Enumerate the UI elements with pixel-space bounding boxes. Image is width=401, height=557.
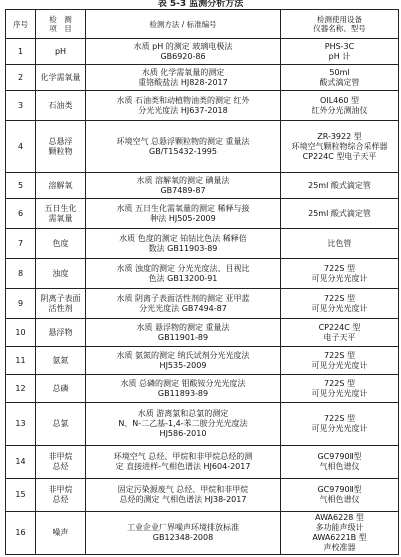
row-num: 6 <box>6 199 36 229</box>
row-equipment <box>281 91 399 121</box>
table-row <box>6 121 399 173</box>
row-method <box>86 65 281 91</box>
row-method <box>86 229 281 259</box>
row-item-line: 活性剂 <box>48 303 73 313</box>
row-method <box>86 199 281 229</box>
row-equipment-line: 722S 型 <box>324 263 355 273</box>
row-item-line: 需氧量 <box>48 213 73 223</box>
row-item <box>36 403 86 446</box>
row-method <box>86 259 281 289</box>
row-item <box>36 446 86 479</box>
row-item-line: 氨氮 <box>52 355 69 365</box>
table-row <box>6 229 399 259</box>
row-method-line: HJ586-2010 <box>159 429 207 438</box>
row-equipment <box>281 375 399 403</box>
row-method-line: GB11893-89 <box>157 388 209 398</box>
row-method-line: 水质 石油类和动植物油类的测定 红外 <box>116 95 250 105</box>
row-item <box>36 512 86 555</box>
row-equipment <box>281 259 399 289</box>
table-row <box>6 319 399 347</box>
row-equipment-line: 环境空气颗粒物综合采样器 <box>291 141 388 151</box>
row-equipment-line: GC9790Ⅱ型 <box>317 452 362 461</box>
row-equipment-line: 气相色谱仪 <box>319 495 360 504</box>
row-equipment-line: PHS-3C <box>324 41 355 51</box>
row-method-line: HJ535-2009 <box>159 360 207 370</box>
row-item <box>36 375 86 403</box>
row-item <box>36 199 86 229</box>
row-equipment <box>281 121 399 173</box>
row-method <box>86 91 281 121</box>
row-item <box>36 259 86 289</box>
row-method-line: 色法 GB13200-91 <box>148 273 218 283</box>
row-item-line: 总氯 <box>52 419 69 428</box>
row-equipment <box>281 173 399 199</box>
row-equipment <box>281 199 399 229</box>
row-equipment <box>281 403 399 446</box>
row-equipment <box>281 479 399 512</box>
row-method <box>86 121 281 173</box>
row-method <box>86 446 281 479</box>
row-item-line: 五日生化 <box>44 203 77 213</box>
row-method-line: 水质 游离氯和总氯的测定 <box>137 409 229 418</box>
table-row <box>6 259 399 289</box>
row-item <box>36 347 86 375</box>
row-item-line: 非甲烷 <box>48 485 73 494</box>
row-equipment-line: 比色管 <box>327 238 352 248</box>
row-method-line: GB7489-87 <box>160 185 206 195</box>
table-row <box>6 446 399 479</box>
row-equipment <box>281 446 399 479</box>
row-method-line: 水质 氨氮的测定 纳氏试剂分光光度法 <box>116 350 250 360</box>
row-num: 9 <box>6 289 36 319</box>
row-equipment-line: 722S 型 <box>324 414 355 423</box>
row-num: 3 <box>6 91 36 121</box>
row-num: 13 <box>6 403 36 446</box>
row-method-line: 水质 阴离子表面活性剂的测定 亚甲蓝 <box>116 293 250 303</box>
table-row <box>6 289 399 319</box>
row-num: 10 <box>6 319 36 347</box>
row-equipment <box>281 229 399 259</box>
row-method-line: 种法 HJ505-2009 <box>150 213 216 223</box>
row-equipment-line: 声校准器 <box>323 543 356 552</box>
row-method-line: 水质 色度的测定 铂钴比色法 稀释倍 <box>119 233 247 243</box>
row-method-line: 数法 GB11903-89 <box>148 243 218 253</box>
row-method-line: 分光光度法 GB7494-87 <box>139 303 227 313</box>
header-item-line: 检 测 <box>49 15 72 24</box>
table-row <box>6 173 399 199</box>
row-method-line: 环境空气 总悬浮颗粒物的测定 重量法 <box>116 136 250 146</box>
row-equipment-line: 可见分光光度计 <box>311 360 368 370</box>
row-equipment <box>281 39 399 65</box>
row-method-line: GB12348-2008 <box>152 533 214 542</box>
row-equipment-line: 可见分光光度计 <box>311 303 368 313</box>
monitoring-methods-table <box>5 9 399 555</box>
row-method-line: 水质 pH 的测定 玻璃电极法 <box>133 41 233 51</box>
header-item <box>36 10 86 39</box>
row-item-line: 总磷 <box>52 383 69 393</box>
row-method-line: 工业企业厂界噪声环境排放标准 <box>127 523 239 532</box>
row-item <box>36 229 86 259</box>
row-method-line: GB6920-86 <box>160 51 206 61</box>
row-method <box>86 512 281 555</box>
header-method: 检测方法 / 标准编号 <box>86 10 281 39</box>
row-num: 1 <box>6 39 36 65</box>
row-num: 15 <box>6 479 36 512</box>
row-equipment-line: OIL460 型 <box>320 95 359 105</box>
row-item <box>36 479 86 512</box>
row-item <box>36 173 86 199</box>
row-item <box>36 289 86 319</box>
row-equipment-line: CP224C 型 <box>318 322 361 332</box>
table-row <box>6 65 399 91</box>
row-method-line: 定 直接进样-气相色谱法 HJ604-2017 <box>115 462 251 471</box>
row-method-line: GB11901-89 <box>157 332 209 342</box>
row-item-line: 总烃 <box>52 495 69 504</box>
row-equipment-line: 50ml <box>329 67 350 77</box>
row-item-line: pH <box>54 46 67 56</box>
row-equipment <box>281 289 399 319</box>
row-item-line: 浊度 <box>52 268 69 278</box>
row-method-line: 水质 悬浮物的测定 重量法 <box>136 322 230 332</box>
row-method <box>86 347 281 375</box>
row-num: 11 <box>6 347 36 375</box>
row-num: 12 <box>6 375 36 403</box>
header-item-line: 项 目 <box>49 24 72 33</box>
row-num: 8 <box>6 259 36 289</box>
table-title: 表 5-3 监测分析方法 <box>157 0 244 9</box>
row-equipment-line: AWA6221B 型 <box>312 533 367 542</box>
row-equipment <box>281 347 399 375</box>
header-num: 序号 <box>6 10 36 39</box>
row-method-line: 水质 溶解氧的测定 碘量法 <box>136 175 230 185</box>
row-method <box>86 39 281 65</box>
row-item <box>36 65 86 91</box>
row-method <box>86 479 281 512</box>
row-method-line: 固定污染源废气 总烃、甲烷和非甲烷 <box>117 485 249 494</box>
row-equipment-line: 可见分光光度计 <box>311 273 368 283</box>
header-equip-line: 检测使用设备 <box>317 15 362 24</box>
row-num: 5 <box>6 173 36 199</box>
row-method-line: 水质 浊度的测定 分光光度法、目视比 <box>116 263 250 273</box>
row-equipment-line: 红外分光测油仪 <box>311 105 368 115</box>
row-equipment-line: AWA6228 型 <box>315 513 364 522</box>
header-equip-line: 仪器名称、型号 <box>313 24 366 33</box>
row-num: 4 <box>6 121 36 173</box>
row-item <box>36 39 86 65</box>
row-item-line: 石油类 <box>48 100 73 110</box>
header-equip <box>281 10 399 39</box>
row-method-line: 水质 化学需氧量的测定 <box>141 67 225 77</box>
row-equipment-line: pH 计 <box>328 51 351 61</box>
row-equipment <box>281 65 399 91</box>
row-method <box>86 403 281 446</box>
row-item-line: 色度 <box>52 238 69 248</box>
table-row <box>6 479 399 512</box>
row-item-line: 溶解氧 <box>48 180 73 190</box>
row-method <box>86 173 281 199</box>
row-equipment-line: CP224C 型电子天平 <box>302 151 377 161</box>
row-item-line: 总悬浮 <box>48 136 73 146</box>
table-header-row <box>6 10 399 39</box>
row-item-line: 悬浮物 <box>48 327 73 337</box>
row-method <box>86 319 281 347</box>
table-row <box>6 199 399 229</box>
row-method-line: N、N-二乙基-1,4-苯二胺分光光度法 <box>118 419 248 428</box>
row-equipment-line: 电子天平 <box>323 332 356 342</box>
row-item-line: 阴离子表面 <box>40 293 81 303</box>
row-num: 7 <box>6 229 36 259</box>
row-item-line: 颗粒物 <box>48 146 73 156</box>
row-item-line: 噪声 <box>52 528 69 537</box>
row-num: 16 <box>6 512 36 555</box>
row-method-line: 水质 总磷的测定 钼酸铵分光光度法 <box>120 378 246 388</box>
row-method-line: 分光光度法 HJ637-2018 <box>138 105 228 115</box>
row-equipment <box>281 512 399 555</box>
row-item-line: 化学需氧量 <box>40 72 81 82</box>
row-method <box>86 289 281 319</box>
row-item <box>36 121 86 173</box>
row-num: 2 <box>6 65 36 91</box>
row-equipment-line: 722S 型 <box>324 293 355 303</box>
row-item <box>36 319 86 347</box>
table-row <box>6 39 399 65</box>
row-equipment-line: 气相色谱仪 <box>319 462 360 471</box>
row-equipment-line: ZR-3922 型 <box>317 131 362 141</box>
row-equipment-line: 可见分光光度计 <box>311 424 368 433</box>
row-item-line: 非甲烷 <box>48 452 73 461</box>
row-method-line: 重铬酸盐法 HJ828-2017 <box>138 77 228 87</box>
row-equipment-line: 722S 型 <box>324 350 355 360</box>
row-equipment-line: GC9790Ⅱ型 <box>317 485 362 494</box>
row-method <box>86 375 281 403</box>
row-method-line: 环境空气 总烃、甲烷和非甲烷总烃的测 <box>113 452 253 461</box>
table-row <box>6 347 399 375</box>
row-equipment <box>281 319 399 347</box>
row-method-line: 总烃的测定 气相色谱法 HJ38-2017 <box>119 495 247 504</box>
row-equipment-line: 25ml 酸式滴定管 <box>308 180 371 190</box>
row-equipment-line: 可见分光光度计 <box>311 388 368 398</box>
row-equipment-line: 多功能声级计 <box>315 523 364 532</box>
table-row <box>6 375 399 403</box>
row-item-line: 总烃 <box>52 462 69 471</box>
row-method-line: 水质 五日生化需氧量的测定 稀释与接 <box>116 203 250 213</box>
table-row <box>6 512 399 555</box>
row-item <box>36 91 86 121</box>
row-equipment-line: 722S 型 <box>324 378 355 388</box>
row-method-line: GB/T15432-1995 <box>149 146 217 156</box>
row-equipment-line: 酸式滴定管 <box>319 77 360 87</box>
row-num: 14 <box>6 446 36 479</box>
table-row <box>6 91 399 121</box>
table-row <box>6 403 399 446</box>
row-equipment-line: 25ml 酸式滴定管 <box>308 208 371 218</box>
